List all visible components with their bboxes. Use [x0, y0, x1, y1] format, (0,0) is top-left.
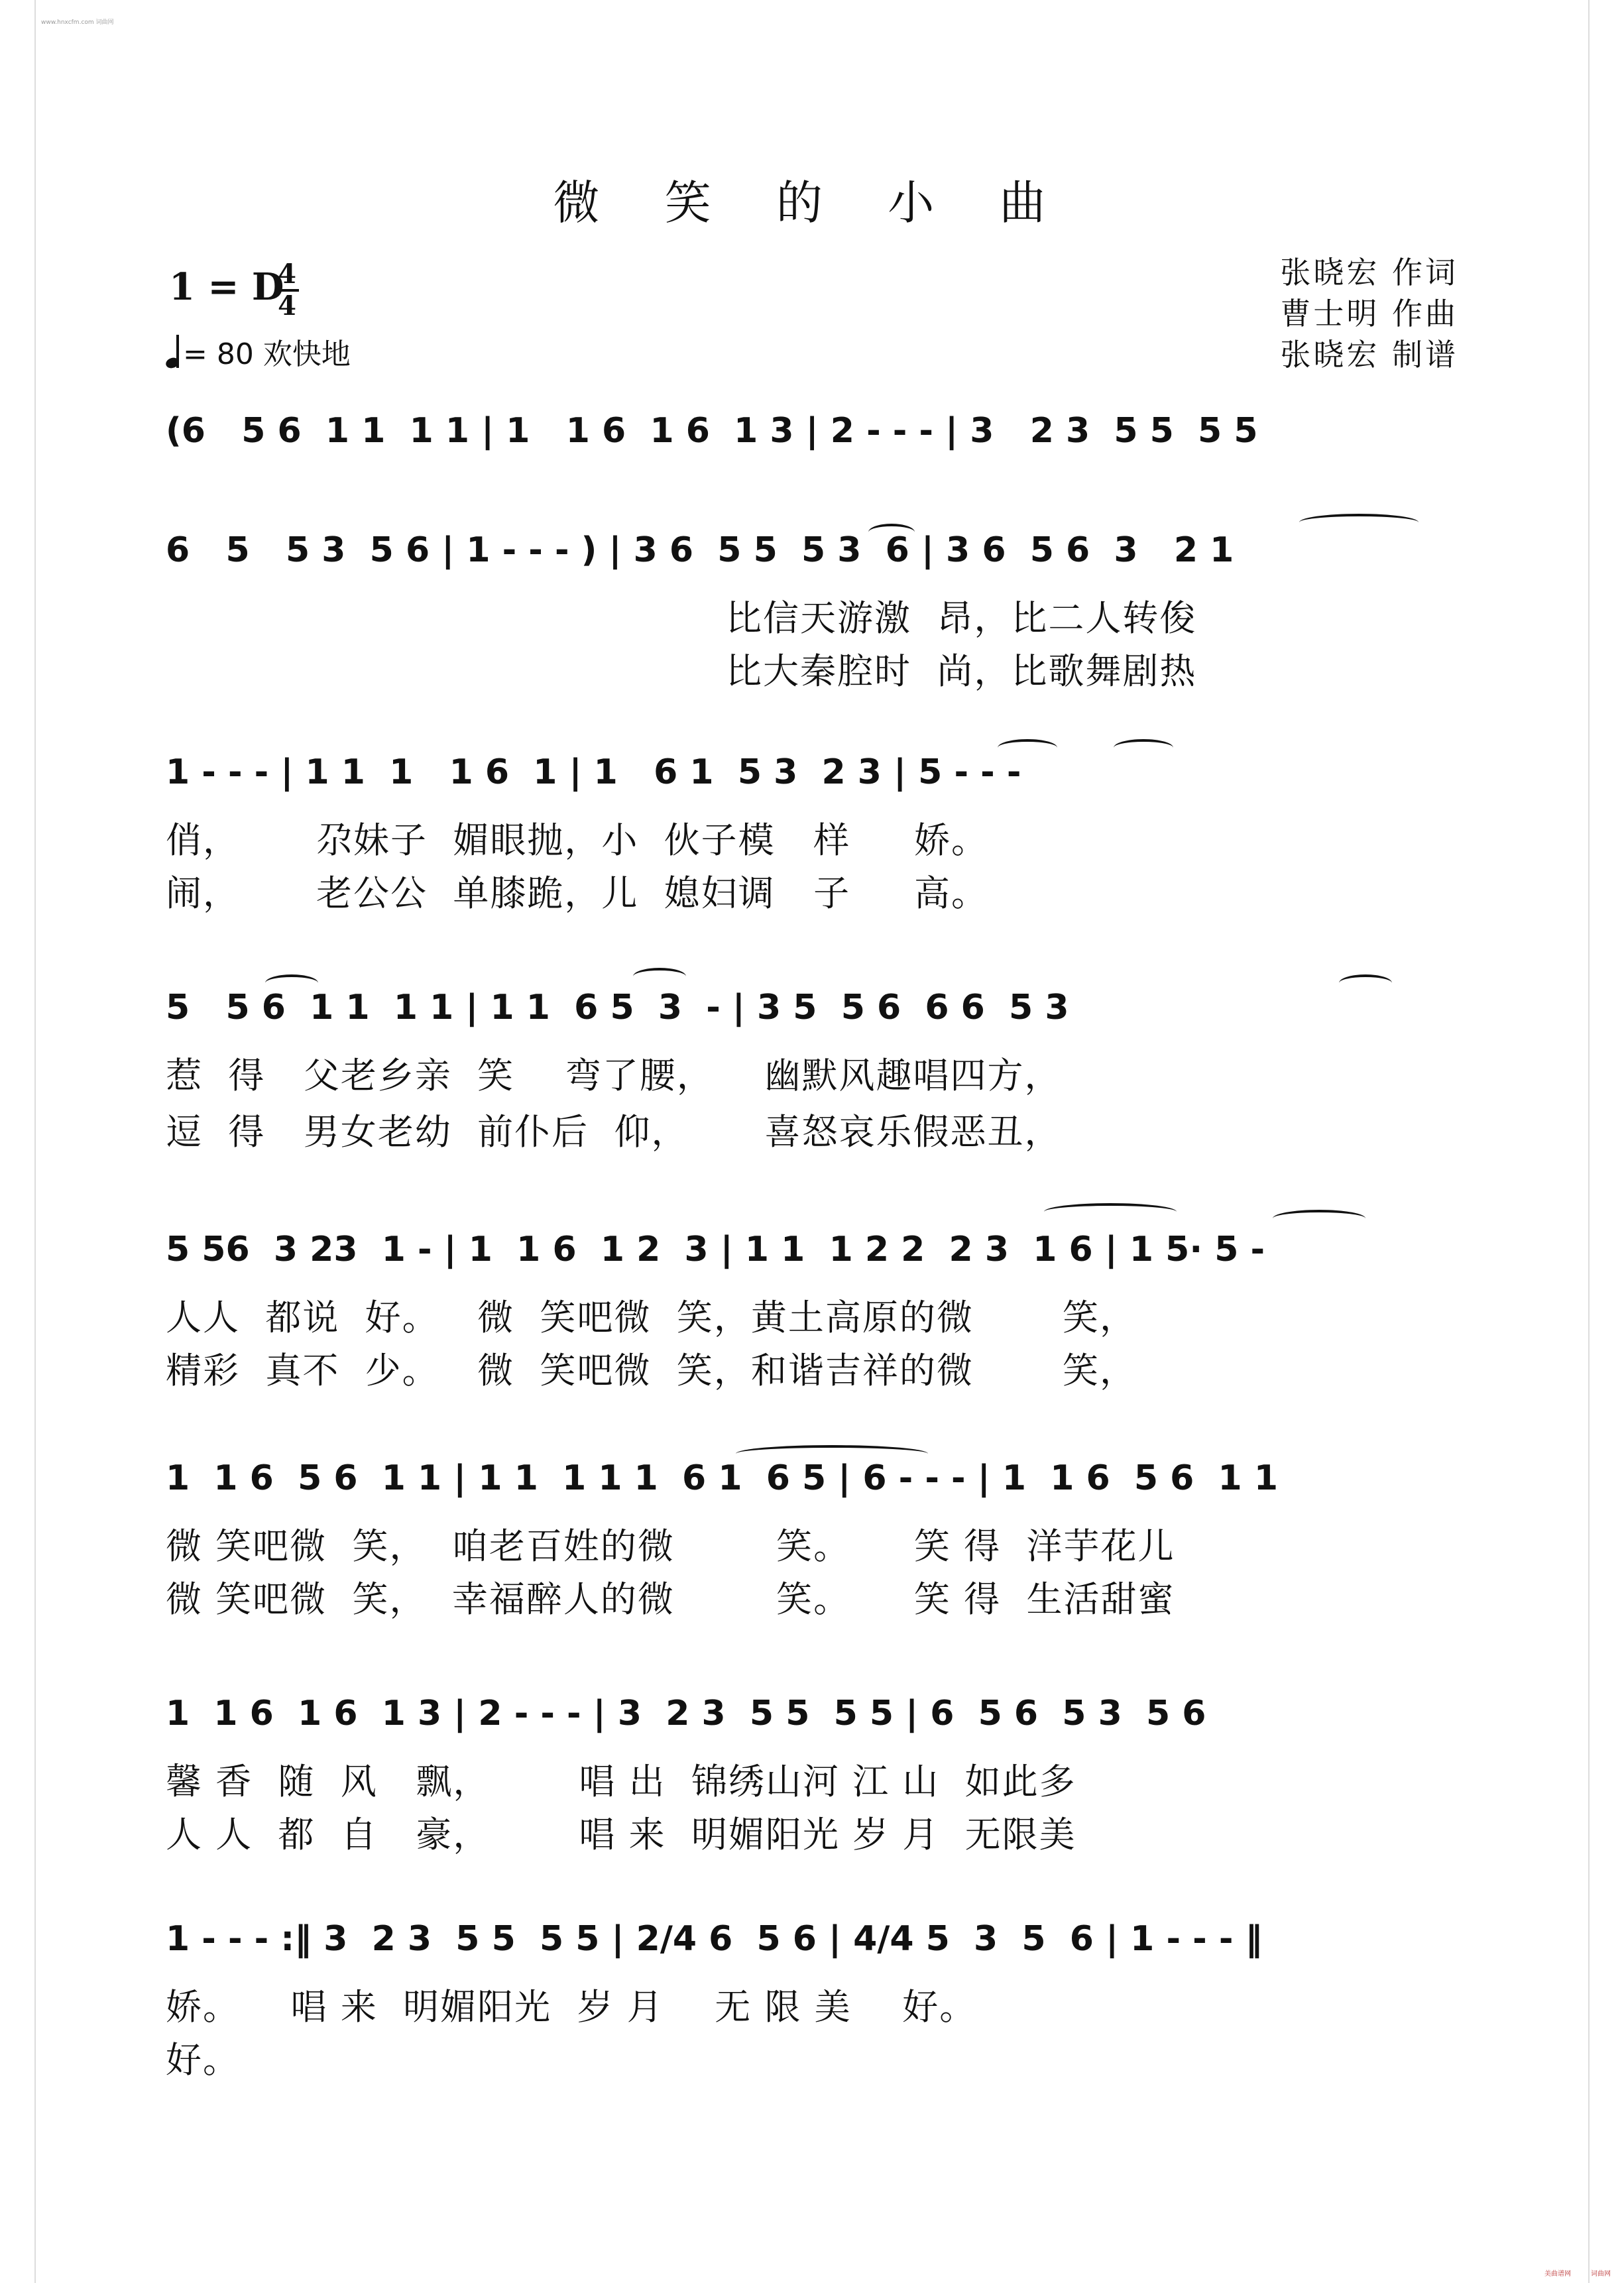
- slur: [1339, 974, 1392, 992]
- lyrics-row-5-verse-2: 精彩 真不 少。 微 笑吧微 笑，和谐吉祥的微 笑，: [166, 1350, 1137, 1391]
- time-signature: [275, 260, 299, 321]
- lyrics-row-3-verse-2: 闹， 老公公 单膝跪，儿 媳妇调 子 高。: [166, 872, 988, 914]
- credit-arranger: 张晓宏 制谱: [1280, 337, 1458, 373]
- meter-bottom: 4: [278, 290, 296, 322]
- lyrics-row-4-verse-1: 惹 得 父老乡亲 笑 弯了腰， 幽默风趣唱四方，: [166, 1055, 1062, 1096]
- slur: [736, 1445, 928, 1462]
- music-row-5: 5 56 3 23 1 - | 1 1 6 1 2 3 | 1 1 1 2 2 2 3 1 6 | 1 5· 5 -: [166, 1230, 1265, 1269]
- site-watermark: www.hnxcfm.com 词曲网: [41, 19, 114, 26]
- lyrics-row-2-verse-2: 比大秦腔时 尚，比歌舞剧热: [726, 650, 1197, 692]
- credits: [1280, 252, 1458, 375]
- slur: [1044, 1203, 1177, 1220]
- slur: [633, 968, 686, 985]
- meter-top: 4: [278, 259, 296, 290]
- lyrics-row-8-verse-1: 娇。 唱 来 明媚阳光 岁 月 无 限 美 好。: [166, 1986, 977, 2028]
- slur: [1299, 514, 1419, 531]
- key-signature: 1 = D: [169, 265, 284, 309]
- lyrics-row-7-verse-2: 人 人 都 自 豪， 唱 来 明媚阳光 岁 月 无限美: [166, 1814, 1076, 1855]
- footer-watermark-right: 词曲网: [1591, 2270, 1611, 2278]
- lyrics-row-3-verse-1: 俏， 尕妹子 媚眼抛，小 伙子模 样 娇。: [166, 819, 988, 861]
- slur: [868, 524, 915, 541]
- music-row-3: 1 - - - | 1 1 1 1 6 1 | 1 6 1 5 3 2 3 | 5 - - -: [166, 752, 1021, 792]
- music-row-6: 1 1 6 5 6 1 1 | 1 1 1 1 1 6 1 6 5 | 6 - - - | 1 1 6 5 6 1 1: [166, 1458, 1279, 1498]
- slur: [998, 739, 1057, 756]
- lyrics-row-5-verse-1: 人人 都说 好。 微 笑吧微 笑，黄土高原的微 笑，: [166, 1297, 1137, 1338]
- lyrics-row-4-verse-2: 逗 得 男女老幼 前仆后 仰， 喜怒哀乐假恶丑，: [166, 1111, 1062, 1153]
- lyrics-row-6-verse-2: 微 笑吧微 笑， 幸福醉人的微 笑。 笑 得 生活甜蜜: [166, 1578, 1175, 1620]
- music-row-2: 6 5 5 3 5 6 | 1 - - - ) | 3 6 5 5 5 3 6 | 3 6 5 6 3 2 1: [166, 530, 1234, 570]
- tempo-marking: [166, 330, 351, 373]
- lyrics-row-2-verse-1: 比信天游激 昂，比二人转俊: [726, 597, 1197, 639]
- slur: [265, 974, 318, 992]
- music-row-8: 1 - - - :‖ 3 2 3 5 5 5 5 | 2/4 6 5 6 | 4/4 5 3 5 6 | 1 - - - ‖: [166, 1919, 1263, 1959]
- tempo-text: = 80 欢快地: [183, 337, 351, 371]
- lyrics-row-8-verse-2: 好。: [166, 2039, 240, 2081]
- music-row-7: 1 1 6 1 6 1 3 | 2 - - - | 3 2 3 5 5 5 5 | 6 5 6 5 3 5 6: [166, 1694, 1206, 1733]
- lyrics-row-7-verse-1: 馨 香 随 风 飘， 唱 出 锦绣山河 江 山 如此多: [166, 1761, 1076, 1802]
- lyrics-row-6-verse-1: 微 笑吧微 笑， 咱老百姓的微 笑。 笑 得 洋芋花儿: [166, 1525, 1175, 1567]
- song-title: 微 笑 的 小 曲: [553, 176, 1071, 230]
- footer-watermark-left: 美曲谱网: [1544, 2270, 1571, 2278]
- music-row-4: 5 5 6 1 1 1 1 | 1 1 6 5 3 - | 3 5 5 6 6 6 5 3: [166, 988, 1069, 1027]
- credit-lyricist: 张晓宏 作词: [1280, 255, 1458, 290]
- slur: [1114, 739, 1173, 756]
- music-row-1: (6 5 6 1 1 1 1 | 1 1 6 1 6 1 3 | 2 - - - | 3 2 3 5 5 5 5: [166, 411, 1258, 451]
- credit-composer: 曹士明 作曲: [1280, 296, 1458, 331]
- slur: [1273, 1210, 1365, 1227]
